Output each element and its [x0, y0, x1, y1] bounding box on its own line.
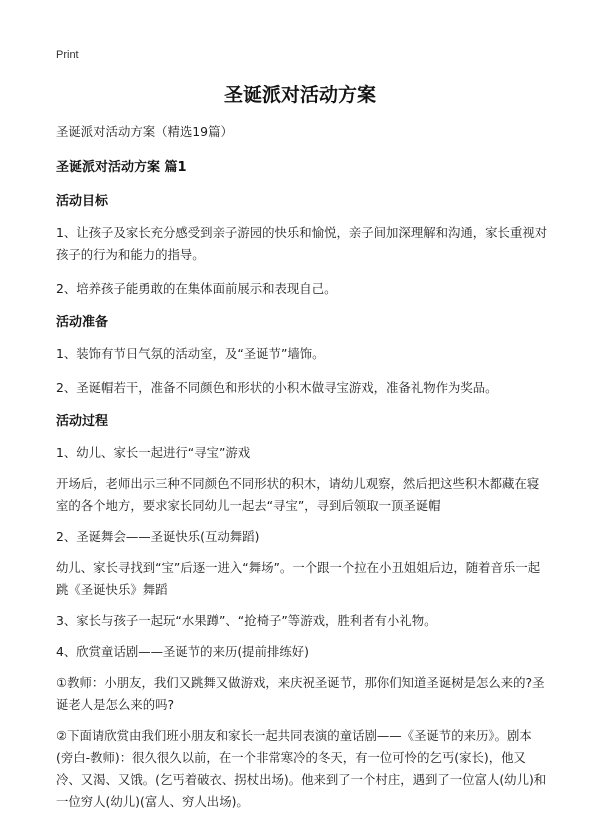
section-title: 圣诞派对活动方案 篇1 [56, 160, 187, 175]
process-heading: 活动过程 [56, 414, 109, 429]
document-subtitle: 圣诞派对活动方案（精选19篇） [56, 124, 233, 139]
prep-item-1: 1、装饰有节日气氛的活动室，及“圣诞节”墙饰。 [56, 346, 325, 361]
print-label: Print [56, 49, 79, 61]
goal-item-1: 1、让孩子及家长充分感受到亲子游园的快乐和愉悦，亲子间加深理解和沟通，家长重视对孩子的行为和能力的指导。 [56, 225, 548, 262]
document-body [56, 121, 548, 813]
process-step-4-a: ①教师：小朋友，我们又跳舞又做游戏，来庆祝圣诞节，那你们知道圣诞树是怎么来的?圣诞老人是怎么来的吗? [56, 675, 545, 712]
goal-item-2: 2、培养孩子能勇敢的在集体面前展示和表现自己。 [56, 281, 337, 296]
goal-heading: 活动目标 [56, 194, 109, 209]
document-title: 圣诞派对活动方案 [223, 84, 376, 106]
process-step-2: 2、圣诞舞会——圣诞快乐(互动舞蹈) [56, 529, 260, 544]
process-step-1: 1、幼儿、家长一起进行“寻宝”游戏 [56, 445, 251, 460]
prep-item-2: 2、圣诞帽若干，准备不同颜色和形状的小积木做寻宝游戏，准备礼物作为奖品。 [56, 380, 498, 395]
prep-heading: 活动准备 [56, 315, 109, 330]
process-step-2-detail: 幼儿、家长寻找到“宝”后逐一进入“舞场”。一个跟一个拉在小丑姐姐后边，随着音乐一起跳《圣诞快乐》舞蹈 [56, 560, 541, 597]
process-step-1-detail: 开场后，老师出示三种不同颜色不同形状的积木，请幼儿观察，然后把这些积木都藏在寝室的各个地方，要求家长同幼儿一起去“寻宝”，寻到后领取一顶圣诞帽 [56, 476, 540, 513]
process-step-4: 4、欣赏童话剧——圣诞节的来历(提前排练好) [56, 644, 309, 659]
process-step-4-b: ②下面请欣赏由我们班小朋友和家长一起共同表演的童话剧——《圣诞节的来历》。剧本(旁白-教师)：很久很久以前，在一个非常寒冷的冬天，有一位可怜的乞丐(家长)，他又冷、又渴、又饿。(乞丐着破衣、拐杖出场)。他来到了一个村庄，遇到了一位富人(幼儿)和一位穷人(幼儿)(富人、穷人出场)。 [56, 728, 547, 809]
process-step-3: 3、家长与孩子一起玩“水果蹲”、“抢椅子”等游戏，胜利者有小礼物。 [56, 613, 437, 628]
